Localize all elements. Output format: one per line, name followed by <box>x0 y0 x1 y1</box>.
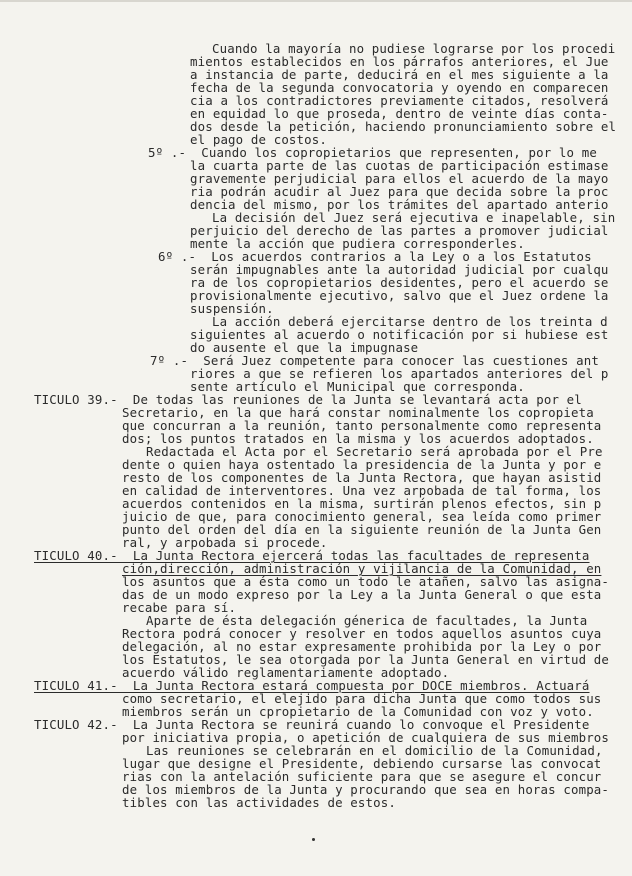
text-line: La decisión del Juez será ejecutiva e inapelable, sin <box>212 210 616 225</box>
text-line: recabe para sí. <box>122 600 237 615</box>
text-line: suspensión. <box>190 301 274 316</box>
text-line: ria podrán acudir al Juez para que decida sobre la proc <box>190 184 609 199</box>
text-line: lugar que designe el Presidente, debiendo cursarse las convocat <box>122 756 602 771</box>
text-line: TICULO 42.- La Junta Rectora se reunirá cuando lo convoque el Presidente <box>34 717 590 732</box>
text-line: Redactada el Acta por el Secretario será aprobada por el Pre <box>146 444 603 459</box>
text-line: miembros serán un cpropietario de la Comunidad con voz y voto. <box>122 704 594 719</box>
text-line: dos; los puntos tratados en la misma y los acuerdos adoptados. <box>122 431 594 446</box>
text-line: en equidad lo que proseda, dentro de veinte días conta- <box>190 106 609 121</box>
text-line: los Estatutos, le sea otorgada por la Junta General en virtud de <box>122 652 610 667</box>
text-line: ción,dirección, administración y vijilancia de la Comunidad, en <box>122 561 602 576</box>
text-line: tibles con las actividades de estos. <box>122 795 396 810</box>
text-line: TICULO 41.- La Junta Rectora estará compuesta por DOCE miembros. Actuará <box>34 678 590 693</box>
text-line: Las reuniones se celebrarán en el domicilio de la Comunidad, <box>146 743 603 758</box>
text-line: gravemente perjudicial para ellos el acuerdo de la mayo <box>190 171 609 186</box>
text-line: rias con la antelación suficiente para que se asegure el concur <box>122 769 602 784</box>
text-line: riores a que se refieren los apartados anteriores del p <box>190 366 609 381</box>
text-line: punto del orden del día en la siguiente reunión de la Junta Gen <box>122 522 602 537</box>
text-line: la cuarta parte de las cuotas de participación estimase <box>190 158 609 173</box>
text-line: resto de los componentes de la Junta Rectora, que hayan asistid <box>122 470 602 485</box>
ink-speck <box>312 838 315 841</box>
text-line: siguientes al acuerdo o notificación por si hubiese est <box>190 327 609 342</box>
text-line: Cuando la mayoría no pudiese lograrse por los procedi <box>212 41 616 56</box>
text-line: a instancia de parte, deducirá en el mes siguiente a la <box>190 67 609 82</box>
text-line: como secretario, el elejido para dicha Junta que como todos sus <box>122 691 602 706</box>
text-line: TICULO 40.- La Junta Rectora ejercerá todas las facultades de representa <box>34 548 590 563</box>
text-line: Aparte de ésta delegación génerica de facultades, la Junta <box>146 613 588 628</box>
text-line: dente o quien haya ostentado la presidencia de la Junta y por e <box>122 457 602 472</box>
text-line: dencia del mismo, por los trámites del apartado anterio <box>190 197 609 212</box>
text-line: do ausente el que la impugnase <box>190 340 419 355</box>
text-line: mente la acción que pudiera corresponderles. <box>190 236 525 251</box>
text-line: Secretario, en la que hará constar nominalmente los copropieta <box>122 405 594 420</box>
text-line: de los miembros de la Junta y procurando que sea en horas compa- <box>122 782 610 797</box>
text-line: das de un modo expreso por la Ley a la Junta General o que esta <box>122 587 602 602</box>
text-line: delegación, al no estar expresamente prohibida por la Ley o por <box>122 639 602 654</box>
text-line: perjuicio del derecho de las partes a promover judicial <box>190 223 609 238</box>
text-line: fecha de la segunda convocatoria y oyendo en comparecen <box>190 80 609 95</box>
text-line: acuerdo válido reglamentariamente adoptado. <box>122 665 450 680</box>
text-line: que concurran a la reunión, tanto personalmente como representa <box>122 418 602 433</box>
page-edge <box>0 0 632 2</box>
text-line: el pago de costos. <box>190 132 327 147</box>
text-line: por iniciativa propia, o apetición de cualquiera de sus miembros <box>122 730 610 745</box>
text-line: los asuntos que a ésta como un todo le atañen, salvo las asigna- <box>122 574 610 589</box>
text-line: La acción deberá ejercitarse dentro de los treinta d <box>212 314 608 329</box>
text-line: juicio de que, para conocimiento general, sea leída como primer <box>122 509 602 524</box>
text-line: cia a los contradictores previamente citados, resolverá <box>190 93 609 108</box>
text-line: provisionalmente ejecutivo, salvo que el Juez ordene la <box>190 288 609 303</box>
text-line: acuerdos contenidos en la misma, surtirán plenos efectos, sin p <box>122 496 602 511</box>
text-line: 6º .- Los acuerdos contrarios a la Ley o a los Estatutos <box>158 249 592 264</box>
text-line: Rectora podrá conocer y resolver en todos aquellos asuntos cuya <box>122 626 602 641</box>
text-line: dos desde la petición, haciendo pronunciamiento sobre el <box>190 119 617 134</box>
text-line: sente artículo el Municipal que corresponda. <box>190 379 525 394</box>
text-line: en calidad de interventores. Una vez arpobada de tal forma, los <box>122 483 602 498</box>
text-line: 7º .- Será Juez competente para conocer las cuestiones ant <box>150 353 599 368</box>
text-line: serán impugnables ante la autoridad judicial por cualqu <box>190 262 609 277</box>
text-line: 5º .- Cuando los copropietarios que representen, por lo me <box>148 145 597 160</box>
text-line: mientos establecidos en los párrafos anteriores, el Jue <box>190 54 609 69</box>
text-line: TICULO 39.- De todas las reuniones de la Junta se levantará acta por el <box>34 392 582 407</box>
text-line: ral, y arpobada si procede. <box>122 535 328 550</box>
text-line: ra de los copropietarios desidentes, pero el acuerdo se <box>190 275 609 290</box>
